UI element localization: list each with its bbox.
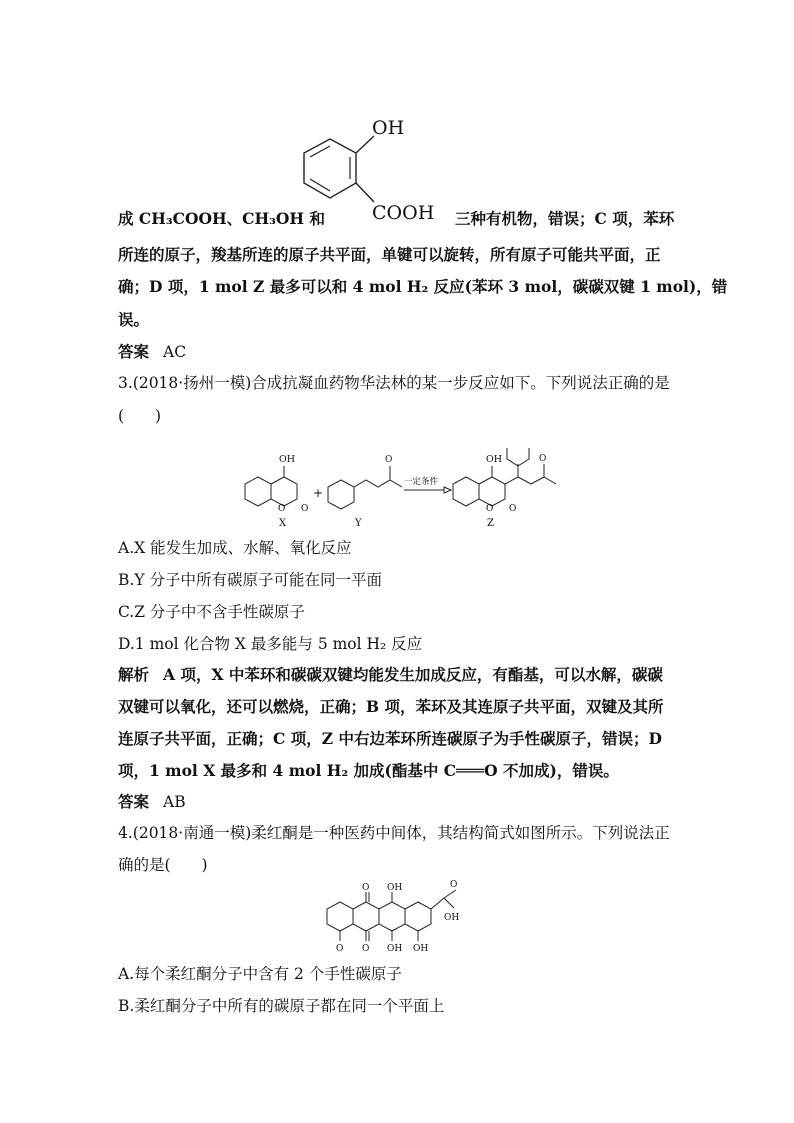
carboxyl-label: COOH <box>372 202 435 224</box>
q3-option-c: C.Z 分子中不含手性碳原子 <box>118 603 305 621</box>
q2-line-4: 误。 <box>118 310 150 329</box>
oh-top-label: OH <box>387 883 403 893</box>
oh-bottom-2-label: OH <box>413 944 429 954</box>
label-x: X <box>279 518 287 528</box>
q3-option-a: A.X 能发生加成、水解、氧化反应 <box>118 539 352 557</box>
oh-bottom-1-label: OH <box>387 944 403 954</box>
svg-text:O: O <box>362 883 370 893</box>
q3-analysis-3: 连原子共平面，正确；C 项，Z 中右边苯环所连碳原子为手性碳原子，错误；D <box>118 729 662 748</box>
q2-line-2: 所连的原子，羧基所连的原子共平面，单键可以旋转，所有原子可能共平面，正 <box>118 245 661 264</box>
answer-value: AB <box>163 793 186 811</box>
reaction-arrow <box>404 476 451 493</box>
q2-answer <box>118 341 678 363</box>
rouhongtong-structure <box>322 878 472 958</box>
q4-option-b: B.柔红酮分子中所有的碳原子都在同一个平面上 <box>118 997 445 1015</box>
z-oh-label: OH <box>486 454 503 465</box>
svg-text:O: O <box>336 944 344 954</box>
answer-value: AC <box>163 343 187 361</box>
analysis-line-1: A 项，X 中苯环和碳碳双键均能发生加成反应，有酯基，可以水解，碳碳 <box>163 665 663 684</box>
q2-line-1 <box>118 208 678 230</box>
answer-label: 答案 <box>118 792 150 811</box>
answer-label: 答案 <box>118 342 150 361</box>
oh-right-label: OH <box>444 913 460 923</box>
svg-text:O: O <box>301 504 309 514</box>
svg-text:O: O <box>486 504 494 514</box>
svg-text:O: O <box>362 944 370 954</box>
q3-stem-2: ( ) <box>118 407 162 425</box>
q3-analysis-4: 项，1 mol X 最多和 4 mol H₂ 加成(酯基中 C═══O 不加成)，错误。 <box>118 761 619 780</box>
compound-x-structure <box>245 454 308 528</box>
q4-stem-1: 4.(2018·南通一模)柔红酮是一种医药中间体，其结构简式如图所示。下列说法正 <box>118 824 670 842</box>
q3-answer <box>118 791 678 813</box>
compound-z-structure <box>453 448 556 528</box>
q3-analysis-2: 双键可以氧化，还可以燃烧，正确；B 项，苯环及其连原子共平面，双键及其所 <box>118 697 664 716</box>
q2-line-1b: 三种有机物，错误；C 项，苯环 <box>455 209 675 228</box>
svg-text:O: O <box>385 455 393 465</box>
label-z: Z <box>487 518 494 528</box>
label-y: Y <box>355 518 362 528</box>
hydroxyl-label: OH <box>372 117 405 139</box>
svg-text:O: O <box>278 504 286 514</box>
q2-line-1a: 成 CH₃COOH、CH₃OH 和 <box>118 209 325 228</box>
reaction-scheme <box>244 448 564 528</box>
q3-analysis-1 <box>118 664 678 686</box>
q4-option-a: A.每个柔红酮分子中含有 2 个手性碳原子 <box>118 965 402 983</box>
svg-text:O: O <box>509 504 517 514</box>
x-oh-label: OH <box>279 454 296 465</box>
q3-option-b: B.Y 分子中所有碳原子可能在同一平面 <box>118 571 382 589</box>
q4-stem-2: 确的是( ) <box>118 856 208 874</box>
compound-y-structure <box>328 455 402 528</box>
svg-text:O: O <box>450 880 458 890</box>
q3-stem-1: 3.(2018·扬州一模)合成抗凝血药物华法林的某一步反应如下。下列说法正确的是 <box>118 374 670 392</box>
svg-text:O: O <box>539 454 547 464</box>
plus-sign: + <box>313 486 324 500</box>
condition-label: 一定条件 <box>404 477 439 487</box>
q2-line-3: 确；D 项，1 mol Z 最多可以和 4 mol H₂ 反应(苯环 3 mol，碳碳双键 1 mol)，错 <box>118 277 728 296</box>
analysis-label: 解析 <box>118 665 150 684</box>
q3-option-d: D.1 mol 化合物 X 最多能与 5 mol H₂ 反应 <box>118 635 423 653</box>
